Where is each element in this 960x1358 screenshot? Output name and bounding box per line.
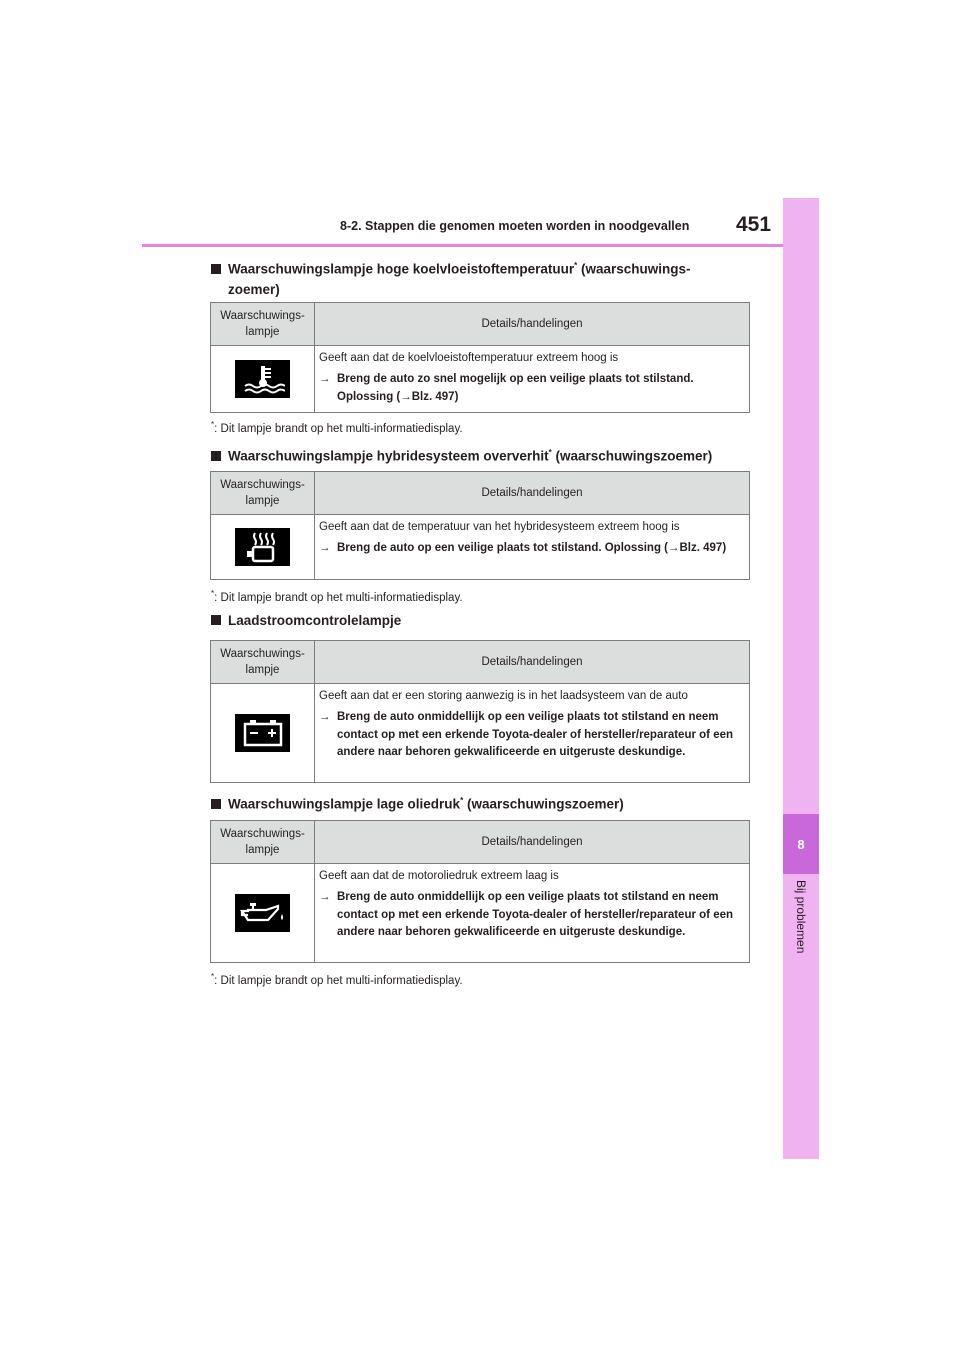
chapter-number-tab	[783, 814, 819, 874]
oil-pressure-warning-table	[210, 820, 750, 963]
table-header-row	[211, 821, 750, 864]
header-divider	[142, 244, 783, 247]
arrow-right-icon: →	[319, 542, 331, 554]
side-tab-strip	[783, 198, 819, 1159]
battery-charge-icon	[235, 714, 290, 752]
details-column-header: Details/handelingen	[315, 821, 750, 864]
arrow-right-icon: →	[319, 373, 331, 385]
footnote: *: Dit lampje brandt op het multi-informatiedisplay.	[211, 972, 463, 987]
square-bullet-icon	[211, 451, 221, 461]
details-column-header: Details/handelingen	[315, 303, 750, 346]
lamp-column-header: Waarschuwings- lampje	[211, 821, 315, 864]
charging-warning-table	[210, 640, 750, 783]
table-row	[211, 864, 750, 963]
section-header-title: 8-2. Stappen die genomen moeten worden in noodgevallen	[340, 219, 690, 233]
table-row	[211, 515, 750, 580]
square-bullet-icon	[211, 615, 221, 625]
lamp-column-header: Waarschuwings- lampje	[211, 641, 315, 684]
arrow-right-icon: →	[319, 891, 331, 903]
chapter-number: 8	[797, 836, 805, 852]
chapter-label-tab	[783, 880, 819, 990]
table-header-row	[211, 303, 750, 346]
section-heading-oil-pressure: Waarschuwingslampje lage oliedruk* (waarschuwingszoemer)	[211, 791, 751, 815]
warning-action: → Breng de auto op een veilige plaats tot stilstand. Oplossing (→Blz. 497)	[319, 540, 745, 558]
square-bullet-icon	[211, 799, 221, 809]
table-header-row	[211, 472, 750, 515]
oil-pressure-icon	[235, 894, 290, 932]
details-column-header: Details/handelingen	[315, 641, 750, 684]
details-column-header: Details/handelingen	[315, 472, 750, 515]
footnote: *: Dit lampje brandt op het multi-informatiedisplay.	[211, 589, 463, 604]
section-heading-hybrid-overheat: Waarschuwingslampje hybridesysteem oververhit* (waarschuwingszoemer)	[211, 443, 751, 467]
warning-action: → Breng de auto zo snel mogelijk op een veilige plaats tot stilstand. Oplossing (→Blz. 497)	[319, 371, 745, 406]
warning-action: → Breng de auto onmiddellijk op een veilige plaats tot stilstand en neem contact op met een erkende Toyota-dealer of hersteller/reparateur of een andere naar behoren gekwalificeerde en uitgeruste deskundige.	[319, 709, 745, 762]
table-row	[211, 684, 750, 783]
section-heading-charging: Laadstroomcontrolelampje	[211, 611, 751, 631]
footnote: *: Dit lampje brandt op het multi-informatiedisplay.	[211, 420, 463, 435]
warning-description: Geeft aan dat er een storing aanwezig is in het laadsysteem van de auto	[319, 690, 688, 702]
warning-action: → Breng de auto onmiddellijk op een veilige plaats tot stilstand en neem contact op met een erkende Toyota-dealer of hersteller/reparateur of een andere naar behoren gekwalificeerde en uitgeruste deskundige.	[319, 889, 745, 942]
page-number: 451	[736, 213, 772, 236]
warning-description: Geeft aan dat de motoroliedruk extreem laag is	[319, 870, 559, 882]
warning-description: Geeft aan dat de koelvloeistoftemperatuur extreem hoog is	[319, 352, 619, 364]
coolant-warning-table	[210, 302, 750, 413]
coolant-temperature-icon	[235, 360, 290, 398]
hybrid-system-overheat-icon	[235, 528, 290, 566]
square-bullet-icon	[211, 264, 221, 274]
table-row	[211, 346, 750, 413]
hybrid-overheat-warning-table	[210, 471, 750, 580]
arrow-right-icon: →	[319, 711, 331, 723]
lamp-column-header: Waarschuwings- lampje	[211, 472, 315, 515]
chapter-label: Bij problemen	[794, 880, 808, 954]
table-header-row	[211, 641, 750, 684]
section-heading-coolant: Waarschuwingslampje hoge koelvloeistoftemperatuur* (waarschuwings- zoemer)	[211, 256, 751, 300]
warning-description: Geeft aan dat de temperatuur van het hybridesysteem extreem hoog is	[319, 521, 680, 533]
lamp-column-header: Waarschuwings- lampje	[211, 303, 315, 346]
